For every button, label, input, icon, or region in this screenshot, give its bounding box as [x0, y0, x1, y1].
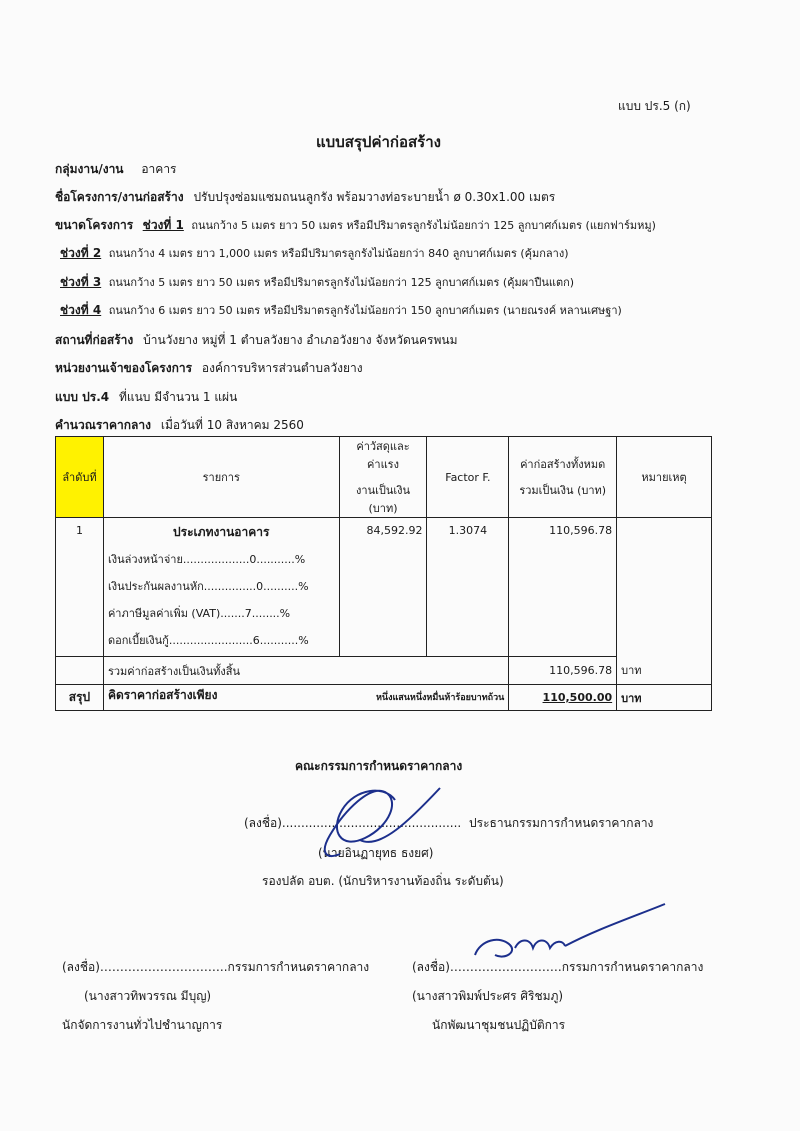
- conclusion-text-cell: [103, 685, 508, 711]
- sum-empty-cell: [56, 657, 104, 685]
- header-item: รายการ: [103, 437, 339, 518]
- row-remark: [617, 518, 712, 657]
- location-value: บ้านวังยาง หมู่ที่ 1 ตำบลวังยาง อำเภอวังยาง จังหวัดนครพนม: [143, 333, 458, 347]
- chair-position: รองปลัด อบต. (นักบริหารงานท้องถิ่น ระดับต้น): [262, 874, 504, 888]
- committee-title: คณะกรรมการกำหนดราคากลาง: [295, 759, 463, 773]
- row-factor: 1.3074: [427, 518, 509, 657]
- header-total-line1: ค่าก่อสร้างทั้งหมด: [520, 458, 606, 471]
- segment-label: ช่วงที่ 3: [60, 275, 102, 289]
- member1-position: นักจัดการงานทั่วไปชำนาญการ: [62, 1018, 223, 1032]
- form4-row: [55, 388, 237, 407]
- group-label: กลุ่มงาน/งาน: [55, 162, 124, 176]
- row-item: ประเภทงานอาคาร: [173, 525, 270, 539]
- segment-label: ช่วงที่ 2: [60, 246, 102, 260]
- segment-row-4: [60, 301, 622, 320]
- member1-sign: (ลงชื่อ)…………………………..กรรมการกำหนดราคากลาง: [62, 960, 370, 974]
- sum-unit: บาท: [617, 657, 712, 685]
- page-title: แบบสรุปค่าก่อสร้าง: [316, 133, 441, 151]
- conclusion-text: คิดราคาก่อสร้างเพียง: [107, 687, 218, 702]
- group-value: อาคาร: [141, 162, 177, 176]
- header-cost-line1: ค่าวัสดุและค่าแรง: [356, 440, 410, 471]
- segment-text: ถนนกว้าง 4 เมตร ยาว 1,000 เมตร หรือมีปริมาตรลูกรังไม่น้อยกว่า 840 ลูกบาศก์เมตร (คุ้มกลาง): [108, 247, 569, 260]
- segment-row-3: [60, 273, 574, 292]
- sub-item-advance: เงินล่วงหน้าจ่าย...................0...........%: [107, 553, 306, 566]
- calc-label: คำนวณราคากลาง: [55, 418, 152, 432]
- location-label: สถานที่ก่อสร้าง: [55, 333, 134, 347]
- segment-row-1: [55, 216, 656, 235]
- project-row: [55, 188, 555, 207]
- conclusion-unit: บาท: [617, 685, 712, 711]
- sub-item-vat: ค่าภาษีมูลค่าเพิ่ม (VAT).......7........%: [107, 607, 291, 620]
- segment-text: ถนนกว้าง 6 เมตร ยาว 50 เมตร หรือมีปริมาตรลูกรังไม่น้อยกว่า 150 ลูกบาศก์เมตร (นายณรงค์ หลานเศษฐา): [108, 304, 622, 317]
- project-label: ชื่อโครงการ/งานก่อสร้าง: [55, 190, 184, 204]
- row-cost: 84,592.92: [339, 518, 427, 657]
- chair-signature: [300, 780, 450, 870]
- header-remark: หมายเหตุ: [617, 437, 712, 518]
- sub-item-interest: ดอกเบี้ยเงินกู้........................6...........%: [107, 634, 309, 647]
- conclusion-row: [56, 685, 712, 711]
- header-total: [509, 437, 617, 518]
- conclusion-label: สรุป: [56, 685, 104, 711]
- member1-name: (นางสาวทิพวรรณ มีบุญ): [84, 989, 212, 1003]
- sum-row: [56, 657, 712, 685]
- cost-summary-table: [55, 436, 712, 711]
- row-total: 110,596.78: [509, 518, 617, 657]
- chair-name: (นายอินฏายุทธ ธงยศ): [318, 846, 434, 860]
- owner-row: [55, 359, 363, 378]
- table-header-row: [56, 437, 712, 518]
- segment-text: ถนนกว้าง 5 เมตร ยาว 50 เมตร หรือมีปริมาตรลูกรังไม่น้อยกว่า 125 ลูกบาศก์เมตร (คุ้มผาปืนแตก): [108, 276, 575, 289]
- segment-label: ช่วงที่ 1: [142, 218, 184, 232]
- segment-row-2: [60, 244, 569, 263]
- member2-sign: (ลงชื่อ)……………………….กรรมการกำหนดราคากลาง: [412, 960, 704, 974]
- form-code: แบบ ปร.5 (ก): [618, 99, 691, 113]
- row-no: 1: [56, 518, 104, 657]
- calc-row: [55, 416, 304, 435]
- member2-signature: [455, 900, 675, 970]
- chair-role: ประธานกรรมการกำหนดราคากลาง: [469, 816, 654, 830]
- header-factor: Factor F.: [427, 437, 509, 518]
- segment-label: ช่วงที่ 4: [60, 303, 102, 317]
- row-item-cell: [103, 518, 339, 657]
- project-value: ปรับปรุงซ่อมแซมถนนลูกรัง พร้อมวางท่อระบายน้ำ ø 0.30x1.00 เมตร: [193, 190, 556, 204]
- location-row: [55, 331, 457, 350]
- group-row: [55, 160, 177, 179]
- owner-label: หน่วยงานเจ้าของโครงการ: [55, 361, 193, 375]
- header-cost: [339, 437, 427, 518]
- header-cost-line2: งานเป็นเงิน (บาท): [356, 484, 410, 515]
- header-total-line2: รวมเป็นเงิน (บาท): [519, 484, 607, 497]
- sum-value: 110,596.78: [509, 657, 617, 685]
- member2-position: นักพัฒนาชุมชนปฏิบัติการ: [432, 1018, 566, 1032]
- sum-label: รวมค่าก่อสร้างเป็นเงินทั้งสิ้น: [103, 657, 508, 685]
- chair-sign: (ลงชื่อ)...............................................: [244, 816, 462, 830]
- form4-label: แบบ ปร.4: [55, 390, 110, 404]
- conclusion-words: หนึ่งแสนหนึ่งหมื่นห้าร้อยบาทถ้วน: [376, 692, 505, 703]
- sub-item-guarantee: เงินประกันผลงานหัก...............0..........%: [107, 580, 309, 593]
- form4-value: ที่แนบ มีจำนวน 1 แผ่น: [118, 390, 238, 404]
- segment-text: ถนนกว้าง 5 เมตร ยาว 50 เมตร หรือมีปริมาตรลูกรังไม่น้อยกว่า 125 ลูกบาศก์เมตร (แยกฟาร์มหมู): [191, 219, 656, 232]
- calc-value: เมื่อวันที่ 10 สิงหาคม 2560: [160, 418, 304, 432]
- header-no: ลำดับที่: [56, 437, 104, 518]
- owner-value: องค์การบริหารส่วนตำบลวังยาง: [201, 361, 363, 375]
- conclusion-value: 110,500.00: [509, 685, 617, 711]
- table-row: [56, 518, 712, 657]
- size-label: ขนาดโครงการ: [55, 218, 134, 232]
- member2-name: (นางสาวพิมพ์ประศร ศิริชมภู): [412, 989, 564, 1003]
